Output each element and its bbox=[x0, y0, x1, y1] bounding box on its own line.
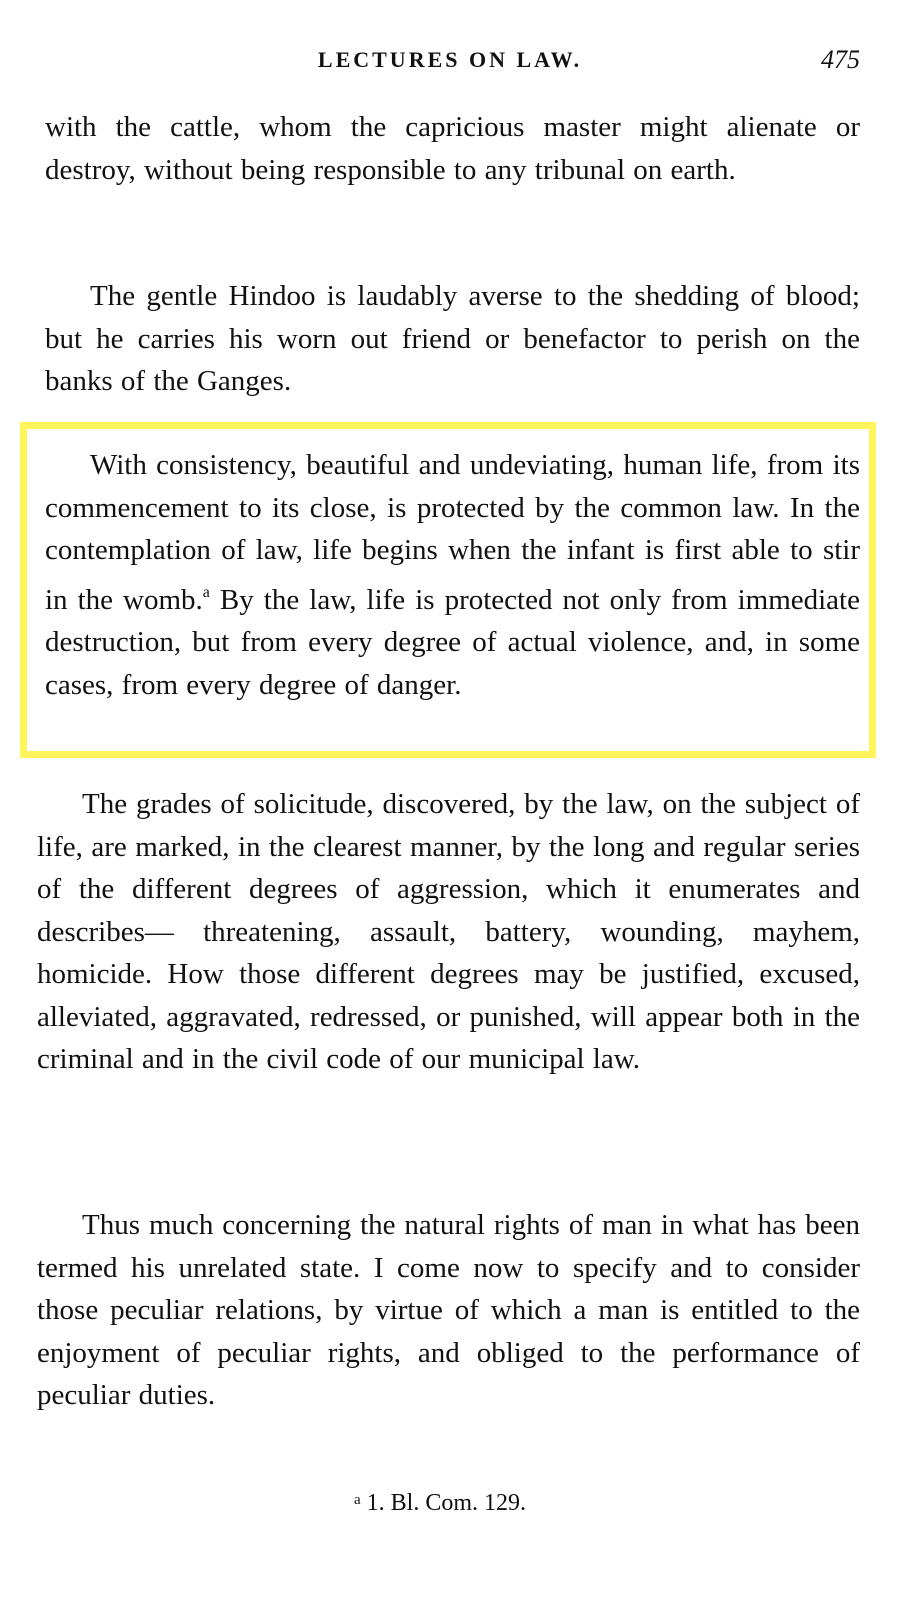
running-head bbox=[40, 40, 860, 80]
footnote-marker: a bbox=[353, 1492, 361, 1508]
paragraph-protection-of-life bbox=[45, 444, 860, 706]
running-title: LECTURES ON LAW. bbox=[317, 47, 583, 72]
footnote bbox=[0, 1490, 880, 1517]
paragraph-protection-text-continued: By the law, life is protected not only from immediate destruction, but from every degree of actual violence, and, in some cases, from every degree of danger. bbox=[45, 583, 860, 701]
footnote-text: 1. Bl. Com. 129. bbox=[366, 1490, 527, 1516]
paragraph-grades-of-solicitude: The grades of solicitude, discovered, by the law, on the subject of life, are marked, in the clearest manner, by the long and regular series of the different degrees of aggression, which it enumerates and describes— threatening, assault, battery, wounding, mayhem, homicide. How those different degrees may be justified, excused, alleviated, aggravated, redressed, or punished, will appear both in the criminal and in the civil code of our municipal law. bbox=[37, 788, 860, 1075]
paragraph-natural-rights: Thus much concerning the natural rights of man in what has been termed his unrelated state. I come now to specify and to consider those peculiar relations, by virtue of which a man is entitled to the enjoyment of peculiar rights, and obliged to the performance of peculiar duties. bbox=[37, 1209, 860, 1411]
paragraph-cattle: with the cattle, whom the capricious master might alienate or destroy, without being responsible to any tribunal on earth. bbox=[45, 111, 860, 186]
footnote-reference: a bbox=[202, 583, 210, 601]
page-number: 475 bbox=[821, 45, 860, 74]
paragraph-hindoo: The gentle Hindoo is laudably averse to the shedding of blood; but he carries his worn out friend or benefactor to perish on the banks of the Ganges. bbox=[45, 280, 860, 397]
paragraph-protection-text: With consistency, beautiful and undeviating, human life, from its commencement to its close, is protected by the common law. In the contemplation of law, life begins when the infant is first able to stir in the womb. bbox=[45, 449, 860, 616]
